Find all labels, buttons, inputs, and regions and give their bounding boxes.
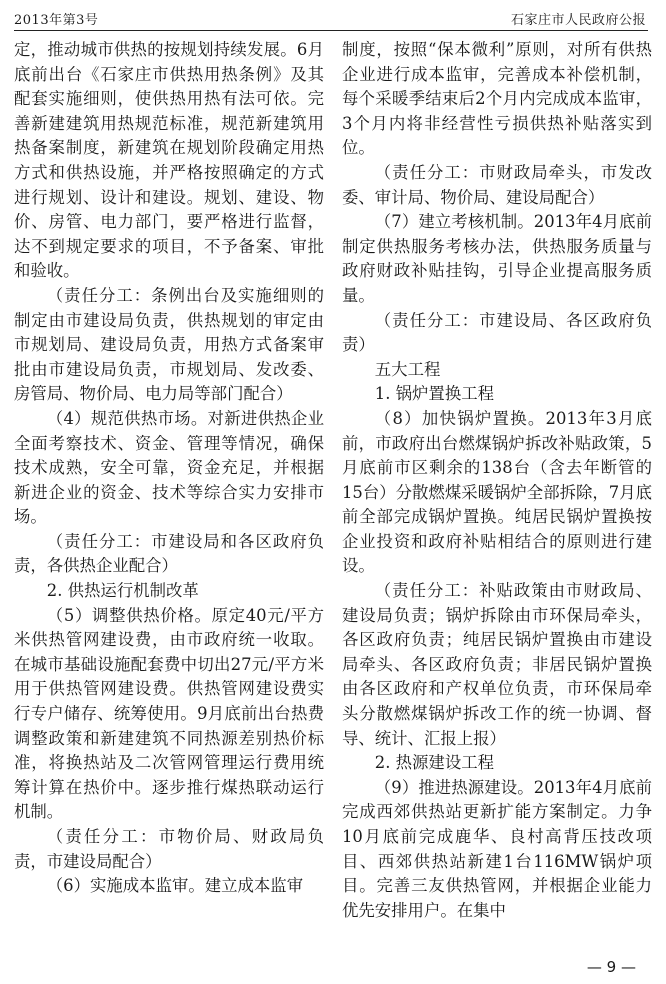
paragraph: （责任分工：市物价局、财政局负责，市建设局配合） xyxy=(14,827,324,871)
journal-title: 石家庄市人民政府公报 xyxy=(510,13,646,28)
section-heading: 2. 供热运行机制改革 xyxy=(46,581,199,601)
paragraph: （6）实施成本监审。建立成本监审 xyxy=(46,876,304,896)
paragraph: （8）加快锅炉置换。2013年3月底前，市政府出台燃煤锅炉拆改补贴政策，5月底前市区剩余的138台（含去年断管的15台）分散燃煤采暖锅炉全部拆除，7月底前全部完成锅炉置换。纯居民锅炉置换按企业投资和政府补贴相结合的原则进行建设。 xyxy=(342,408,652,576)
page-header xyxy=(14,6,646,28)
right-column xyxy=(342,38,652,923)
paragraph: （4）规范供热市场。对新进供热企业全面考察技术、资金、管理等情况，确保技术成熟，安全可靠，资金充足，并根据新进企业的资金、技术等综合实力安排市场。 xyxy=(14,408,324,527)
paragraph: （责任分工：补贴政策由市财政局、建设局负责；锅炉拆除由市环保局牵头，各区政府负责；纯居民锅炉置换由市建设局牵头、各区政府负责；非居民锅炉置换由各区政府和产权单位负责，市环保局牵头分散燃煤锅炉拆改工作的统一协调、督导、统计、汇报上报） xyxy=(342,581,652,748)
paragraph: （9）推进热源建设。2013年4月底前完成西郊供热站更新扩能方案制定。力争10月底前完成鹿华、良村高背压技改项目、西郊供热站新建1台116MW锅炉项目。完善三友供热管网，并根据企业能力优先安排用户。在集中 xyxy=(342,777,652,920)
left-column xyxy=(14,38,324,899)
paragraph: （5）调整供热价格。原定40元/平方米供热管网建设费，由市政府统一收取。在城市基础设施配套费中切出27元/平方米用于供热管网建设费。供热管网建设费实行专户储存、统筹使用。9月底前出台热费调整政策和新建建筑不同热源差别热价标准，将换热站及二次管网管理运行费用统筹计算在热价中。逐步推行煤热联动运行机制。 xyxy=(14,605,324,822)
page-number: — 9 — xyxy=(586,958,636,976)
paragraph: 制度，按照“保本微利”原则，对所有供热企业进行成本监审，完善成本补偿机制，每个采暖季结束后2个月内完成成本监审，3个月内将非经营性亏损供热补贴落实到位。 xyxy=(342,40,652,158)
paragraph: （7）建立考核机制。2013年4月底前制定供热服务考核办法，供热服务质量与政府财政补贴挂钩，引导企业提高服务质量。 xyxy=(342,212,652,305)
header-divider xyxy=(14,30,648,31)
subsection-heading: 2. 热源建设工程 xyxy=(374,753,494,773)
issue-label: 2013年第3号 xyxy=(14,13,99,28)
paragraph: （责任分工：条例出台及实施细则的制定由市建设局负责，供热规划的审定由市规划局、建设局负责，用热方式备案审批由市建设局负责，市规划局、发改委、房管局、物价局、电力局等部门配合） xyxy=(14,285,324,404)
paragraph: （责任分工：市建设局和各区政府负责，各供热企业配合） xyxy=(14,531,324,576)
section-heading: 五大工程 xyxy=(374,359,441,379)
paragraph: （责任分工：市财政局牵头，市发改委、审计局、物价局、建设局配合） xyxy=(342,162,652,207)
subsection-heading: 1. 锅炉置换工程 xyxy=(374,384,494,404)
paragraph: 定，推动城市供热的按规划持续发展。6月底前出台《石家庄市供热用热条例》及其配套实施细则，使供热用热有法可依。完善新建建筑用热规范标准，规范新建筑用热备案制度，新建筑在规划阶段确定用热方式和供热设施，并严格按照确定的方式进行规划、设计和建设。规划、建设、物价、房管、电力部门，要严格进行监督，达不到规定要求的项目，不予备案、审批和验收。 xyxy=(14,40,324,281)
paragraph: （责任分工：市建设局、各区政府负责） xyxy=(342,310,652,355)
